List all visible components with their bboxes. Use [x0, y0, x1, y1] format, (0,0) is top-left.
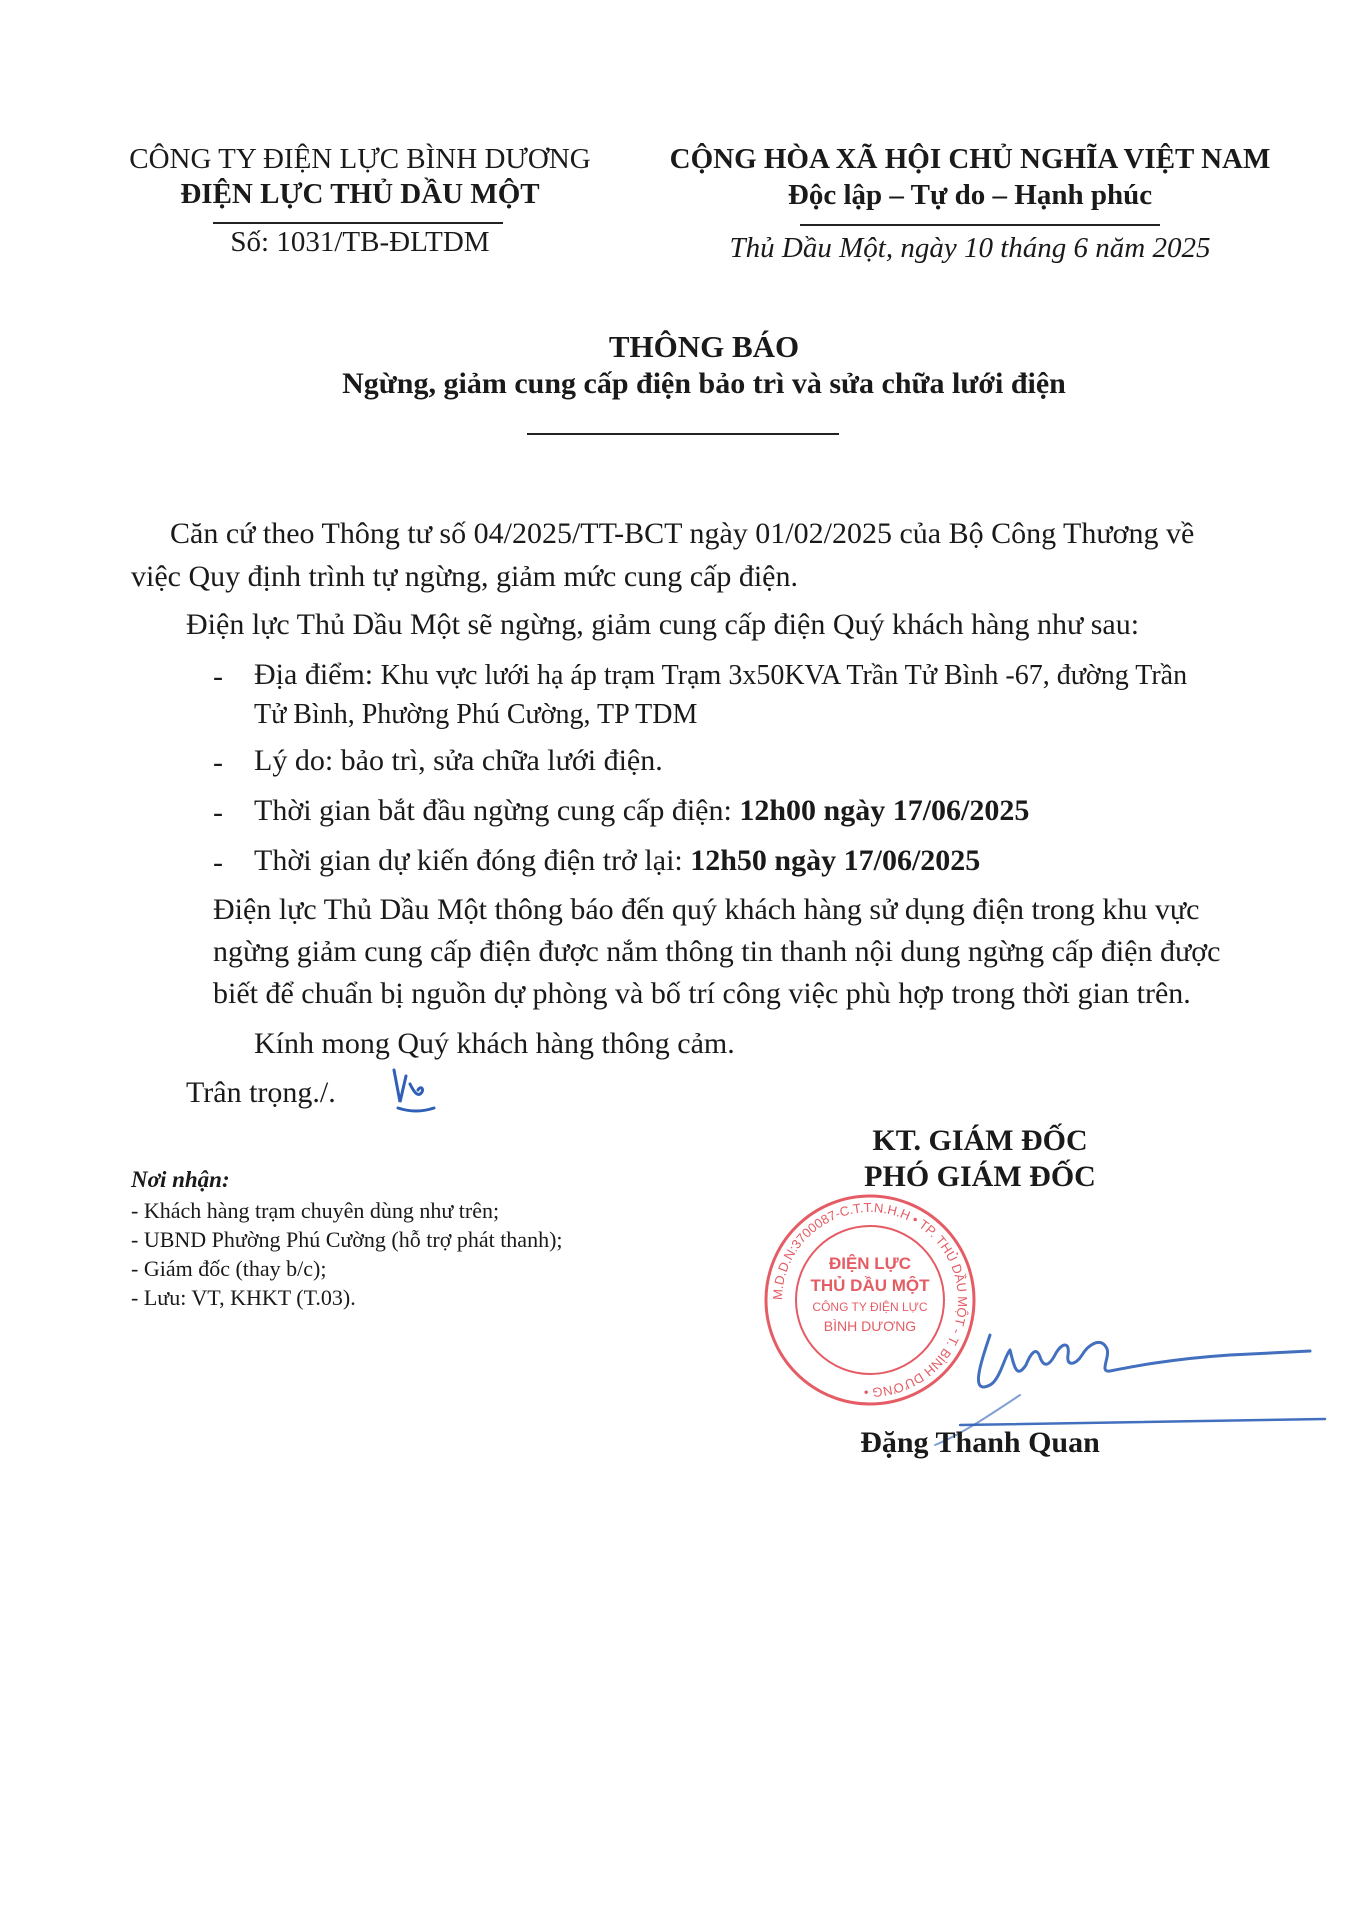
document-number: Số: 1031/TB-ĐLTDM: [230, 226, 490, 258]
apology-line: Kính mong Quý khách hàng thông cảm.: [254, 1027, 735, 1060]
national-motto: Độc lập – Tự do – Hạnh phúc: [787, 179, 1153, 211]
start-time-value: 12h00 ngày 17/06/2025: [739, 794, 1030, 827]
location-label: Địa điểm:: [254, 658, 374, 691]
recipient-item: - Khách hàng trạm chuyên dùng như trên;: [131, 1198, 500, 1223]
header-left-underline: [213, 222, 503, 224]
end-time-value: 12h50 ngày 17/06/2025: [690, 844, 981, 877]
bullet-dash: -: [213, 660, 223, 693]
recipient-item: - Giám đốc (thay b/c);: [131, 1256, 327, 1281]
signature-title1: KT. GIÁM ĐỐC: [872, 1124, 1088, 1157]
initial-mark-icon: [388, 1062, 438, 1120]
intro-paragraph: Điện lực Thủ Dầu Một sẽ ngừng, giảm cung cấp điện Quý khách hàng như sau:: [186, 608, 1140, 641]
location-value: Khu vực lưới hạ áp trạm Trạm 3x50KVA Trần Tử Bình -67, đường Trần: [380, 660, 1188, 691]
stamp-ring-text: M.D.D.N:3700087-C.T.T.N.H.H • TP. THỦ DẦU MỘT - T. BÌNH DƯƠNG •: [769, 1199, 971, 1401]
document-subtitle: Ngừng, giảm cung cấp điện bảo trì và sửa chữa lưới điện: [342, 367, 1066, 400]
notice-line1: Điện lực Thủ Dầu Một thông báo đến quý khách hàng sử dụng điện trong khu vực: [213, 893, 1200, 926]
country-name: CỘNG HÒA XÃ HỘI CHỦ NGHĨA VIỆT NAM: [669, 143, 1271, 175]
title-underline: [527, 433, 839, 435]
bullet-dash: -: [213, 846, 223, 879]
legal-basis-line2: việc Quy định trình tự ngừng, giảm mức cung cấp điện.: [131, 560, 798, 593]
location-line2: Tử Bình, Phường Phú Cường, TP TDM: [254, 699, 698, 730]
stamp-line2: THỦ DẦU MỘT: [810, 1276, 930, 1295]
end-time-item: [254, 840, 980, 881]
stamp-line3: CÔNG TY ĐIỆN LỰC: [812, 1300, 928, 1314]
place-and-date: Thủ Dầu Một, ngày 10 tháng 6 năm 2025: [729, 232, 1211, 264]
stamp-line4: BÌNH DƯƠNG: [823, 1318, 917, 1334]
unit-name: ĐIỆN LỰC THỦ DẦU MỘT: [180, 178, 540, 210]
end-time-label: Thời gian dự kiến đóng điện trở lại:: [254, 844, 691, 877]
legal-basis-line1: Căn cứ theo Thông tư số 04/2025/TT-BCT ngày 01/02/2025 của Bộ Công Thương về: [170, 517, 1195, 550]
closing-line: Trân trọng./.: [186, 1076, 336, 1109]
stamp-line1: ĐIỆN LỰC: [828, 1254, 912, 1273]
recipient-item: - Lưu: VT, KHKT (T.03).: [131, 1285, 356, 1310]
signer-name: Đặng Thanh Quan: [860, 1426, 1100, 1459]
bullet-dash: -: [213, 746, 223, 779]
reason-item: Lý do: bảo trì, sửa chữa lưới điện.: [254, 744, 663, 777]
start-time-label: Thời gian bắt đầu ngừng cung cấp điện:: [254, 794, 740, 827]
bullet-dash: -: [213, 796, 223, 829]
header-right-underline: [800, 224, 1160, 226]
notice-line3: biết để chuẩn bị nguồn dự phòng và bố trí công việc phù hợp trong thời gian trên.: [213, 977, 1191, 1010]
recipients-heading: Nơi nhận:: [131, 1167, 230, 1192]
location-line1: [254, 654, 1187, 696]
recipient-item: - UBND Phường Phú Cường (hỗ trợ phát thanh);: [131, 1227, 563, 1252]
notice-line2: ngừng giảm cung cấp điện được nắm thông tin thanh nội dung ngừng cấp điện được: [213, 935, 1221, 968]
company-name: CÔNG TY ĐIỆN LỰC BÌNH DƯƠNG: [129, 143, 591, 175]
start-time-item: [254, 790, 1029, 831]
document-title: THÔNG BÁO: [608, 329, 800, 364]
signature-title2: PHÓ GIÁM ĐỐC: [864, 1160, 1096, 1193]
